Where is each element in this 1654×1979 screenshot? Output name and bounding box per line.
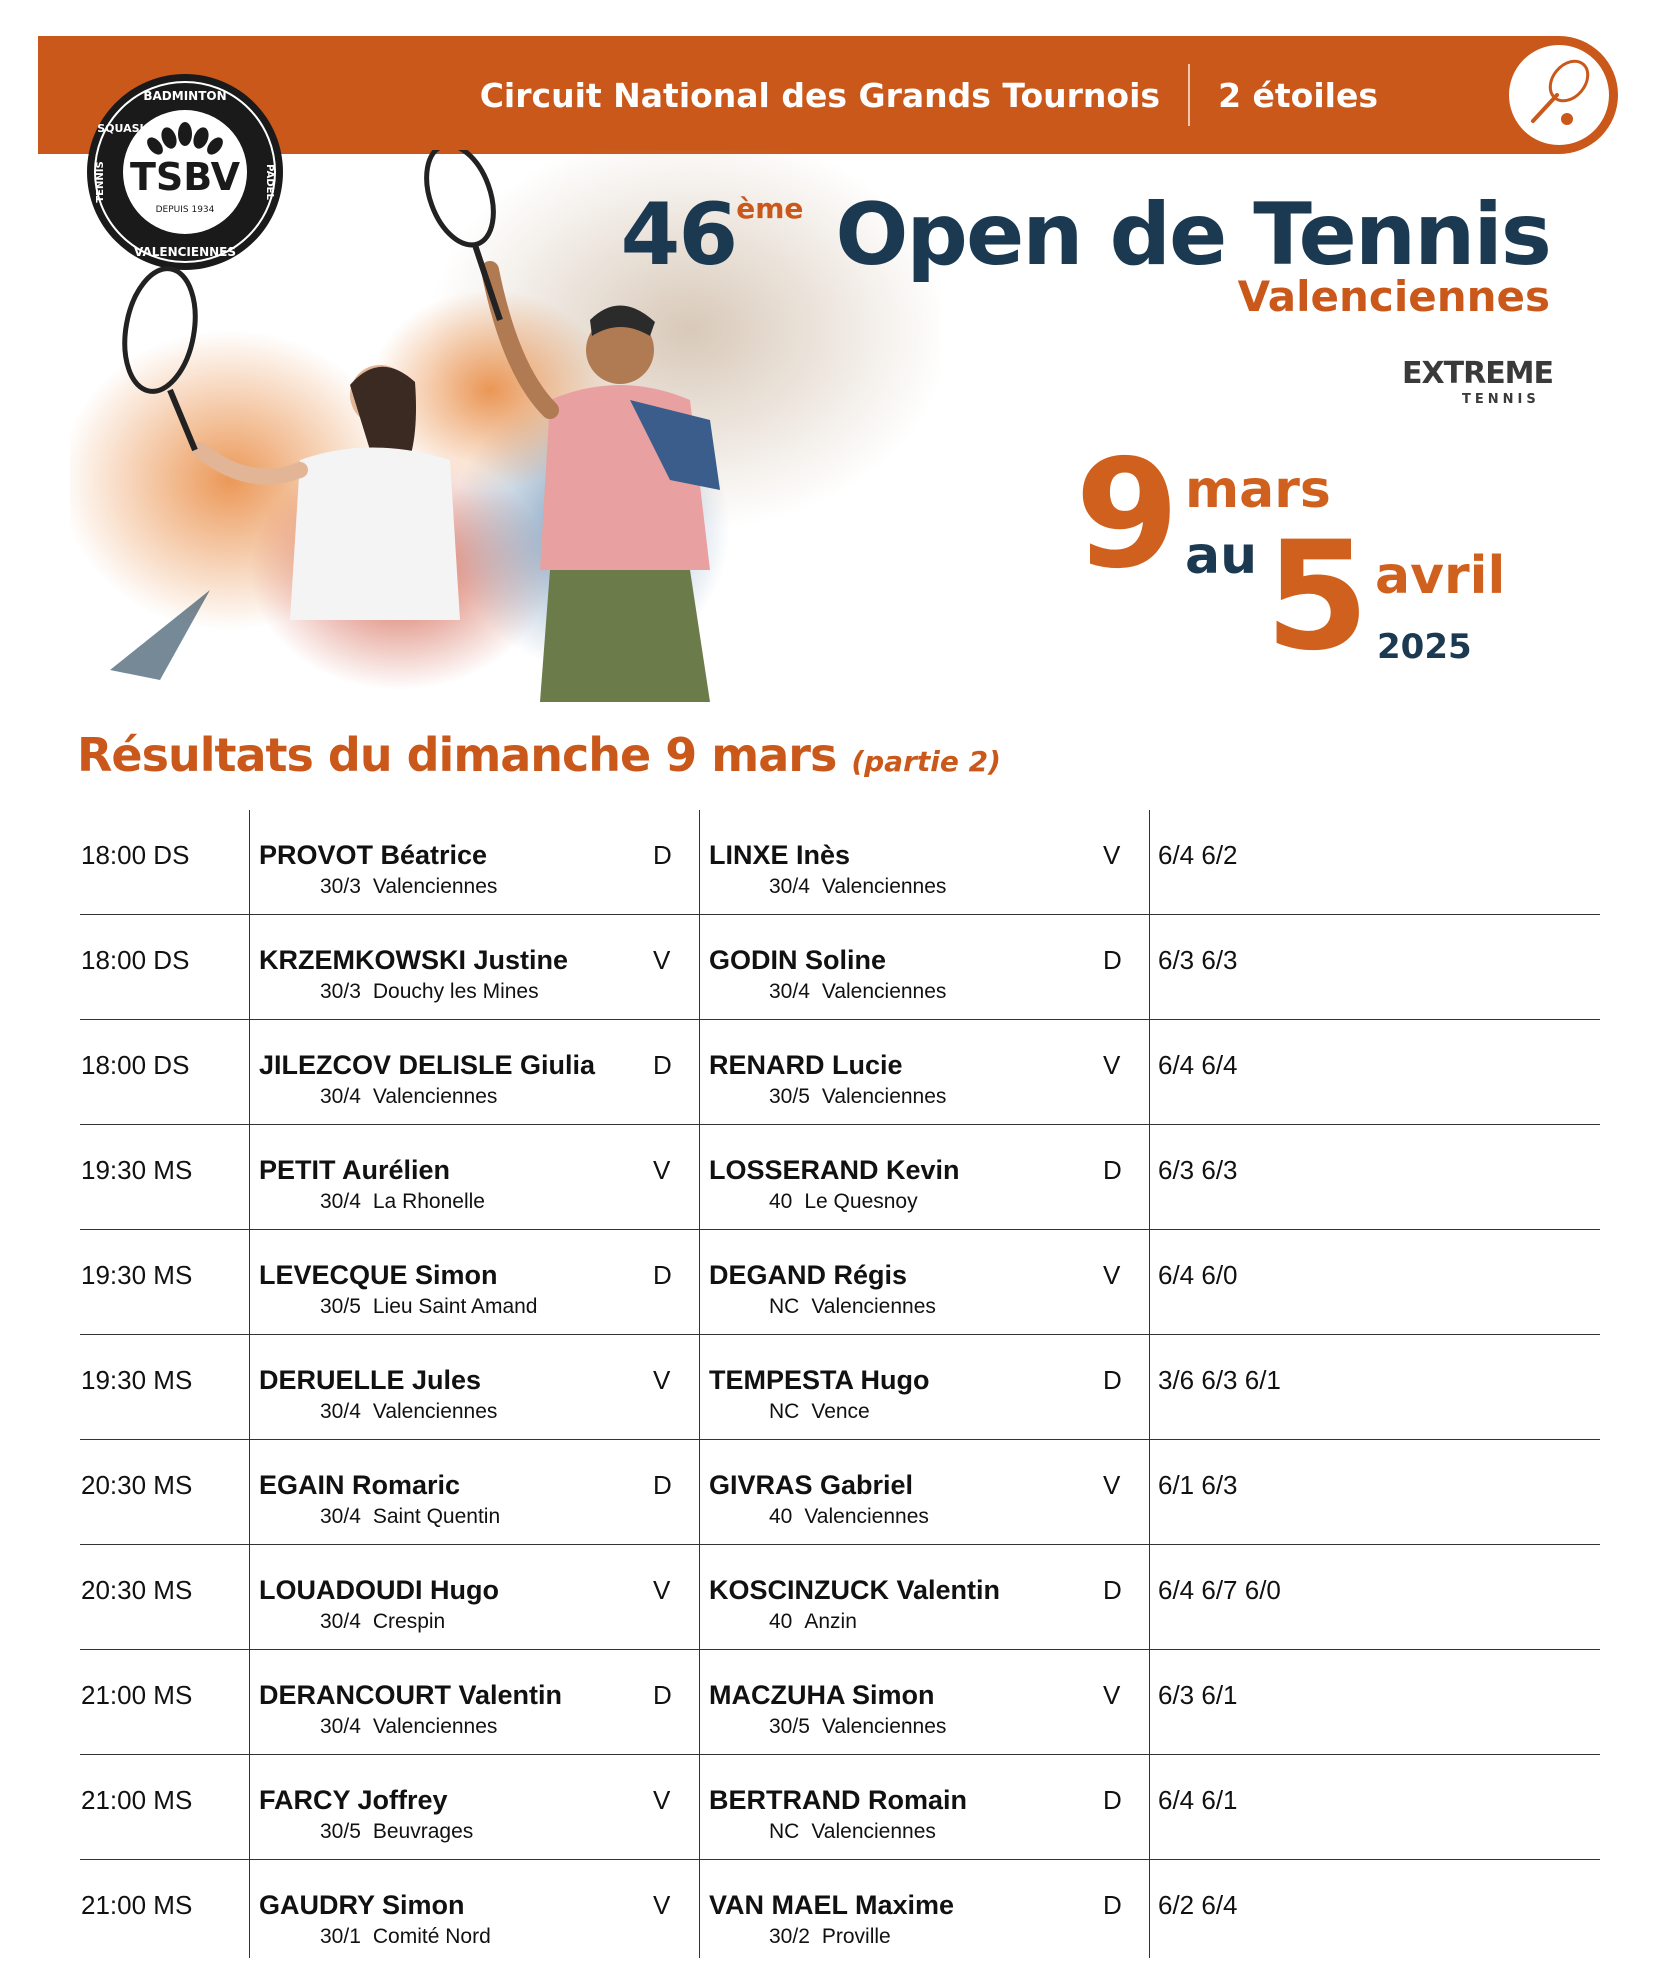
event-title-block	[620, 185, 1550, 321]
player2-result: D	[1103, 945, 1122, 975]
player2-club: Proville	[821, 1925, 891, 1948]
match-time: 18:00 DS	[81, 840, 190, 870]
banner-divider	[1188, 64, 1190, 126]
player2-name: LINXE Inès	[709, 840, 851, 870]
match-row	[80, 1860, 1600, 1964]
player1-club: Beuvrages	[372, 1820, 474, 1843]
match-score: 6/3 6/1	[1158, 1680, 1238, 1710]
player1-club: Valenciennes	[372, 1400, 498, 1423]
player1-club: Comité Nord	[372, 1925, 491, 1948]
player1-club: Valenciennes	[372, 875, 498, 898]
player1-info	[320, 1085, 497, 1109]
edition-suffix: ème	[736, 192, 804, 225]
player1-rank: 30/4	[320, 1085, 361, 1108]
player2-name: KOSCINZUCK Valentin	[709, 1575, 1001, 1605]
player2-name: DEGAND Régis	[709, 1260, 908, 1290]
player2-rank: 30/5	[769, 1085, 810, 1108]
svg-text:VALENCIENNES: VALENCIENNES	[133, 245, 237, 259]
section-title	[77, 728, 1001, 782]
player1-club: Valenciennes	[372, 1715, 498, 1738]
player2-rank: 40	[769, 1505, 793, 1528]
section-subtitle: (partie 2)	[851, 745, 1001, 778]
player1-result: V	[653, 1365, 671, 1395]
player1-name: LEVECQUE Simon	[259, 1260, 498, 1290]
match-row	[80, 1125, 1600, 1230]
player1-club: Crespin	[372, 1610, 446, 1633]
player1-result: V	[653, 1155, 671, 1185]
match-score: 6/2 6/4	[1158, 1890, 1238, 1920]
player2-club: Valenciennes	[821, 875, 947, 898]
player1-club: Valenciennes	[372, 1085, 498, 1108]
svg-text:TSBV: TSBV	[129, 155, 241, 199]
player2-result: D	[1103, 1155, 1122, 1185]
player1-info	[320, 1295, 538, 1319]
circuit-label: Circuit National des Grands Tournois	[479, 75, 1161, 115]
player1-name: PROVOT Béatrice	[259, 840, 488, 870]
section-title-text: Résultats du dimanche 9 mars	[77, 728, 837, 782]
player2-info	[769, 875, 946, 899]
player2-name: MACZUHA Simon	[709, 1680, 935, 1710]
player2-result: D	[1103, 1785, 1122, 1815]
player2-rank: NC	[769, 1820, 800, 1843]
match-time: 20:30 MS	[81, 1470, 193, 1500]
match-row	[80, 1335, 1600, 1440]
player1-rank: 30/4	[320, 1505, 361, 1528]
player2-rank: 30/5	[769, 1715, 810, 1738]
player1-info	[320, 875, 497, 899]
player1-rank: 30/4	[320, 1190, 361, 1213]
results-table	[80, 810, 1600, 1964]
player1-result: D	[653, 840, 672, 870]
player2-info	[769, 1925, 891, 1949]
match-time: 19:30 MS	[81, 1260, 193, 1290]
player1-info	[320, 1715, 497, 1739]
player1-info	[320, 1400, 497, 1424]
player1-result: V	[653, 1575, 671, 1605]
player2-result: D	[1103, 1365, 1122, 1395]
player2-result: V	[1103, 1050, 1121, 1080]
player2-name: VAN MAEL Maxime	[709, 1890, 955, 1920]
match-row	[80, 1230, 1600, 1335]
player1-rank: 30/4	[320, 1610, 361, 1633]
player2-rank: NC	[769, 1400, 800, 1423]
player2-club: Anzin	[804, 1610, 857, 1633]
player2-info	[769, 1295, 936, 1319]
event-name: Open de Tennis	[835, 185, 1550, 285]
player2-info	[769, 1715, 946, 1739]
player1-info	[320, 1190, 485, 1214]
edition-number: 46	[620, 185, 737, 285]
player1-rank: 30/3	[320, 980, 361, 1003]
svg-text:TENNIS: TENNIS	[95, 161, 106, 203]
match-row	[80, 810, 1600, 915]
player2-info	[769, 1190, 918, 1214]
tennis-racket-icon	[1509, 45, 1609, 145]
player2-name: RENARD Lucie	[709, 1050, 903, 1080]
match-time: 18:00 DS	[81, 1050, 190, 1080]
player1-info	[320, 1820, 473, 1844]
player1-club: Douchy les Mines	[372, 980, 539, 1003]
sponsor-sub: TENNIS	[1462, 392, 1540, 407]
start-day: 9	[1075, 428, 1174, 602]
match-time: 19:30 MS	[81, 1155, 193, 1185]
event-dates	[1075, 428, 1595, 684]
player1-result: D	[653, 1680, 672, 1710]
match-row	[80, 1755, 1600, 1860]
player1-rank: 30/1	[320, 1925, 361, 1948]
match-score: 6/4 6/0	[1158, 1260, 1238, 1290]
player2-club: Vence	[811, 1400, 870, 1423]
match-score: 6/4 6/1	[1158, 1785, 1238, 1815]
player1-name: GAUDRY Simon	[259, 1890, 465, 1920]
player2-result: V	[1103, 1260, 1121, 1290]
player2-club: Valenciennes	[811, 1820, 936, 1843]
svg-text:DEPUIS 1934: DEPUIS 1934	[155, 205, 215, 215]
player2-name: GODIN Soline	[709, 945, 887, 975]
player2-club: Le Quesnoy	[804, 1190, 918, 1213]
player2-rank: 30/2	[769, 1925, 810, 1948]
racket-badge	[1506, 42, 1612, 148]
player2-rank: NC	[769, 1295, 800, 1318]
player1-result: V	[653, 1785, 671, 1815]
player1-name: DERANCOURT Valentin	[259, 1680, 563, 1710]
player1-name: DERUELLE Jules	[259, 1365, 482, 1395]
player1-info	[320, 1610, 445, 1634]
player2-club: Valenciennes	[804, 1505, 929, 1528]
svg-text:PADEL: PADEL	[264, 164, 275, 200]
player2-result: D	[1103, 1575, 1122, 1605]
player2-club: Valenciennes	[821, 980, 947, 1003]
svg-text:BADMINTON: BADMINTON	[143, 89, 227, 103]
player1-rank: 30/4	[320, 1400, 361, 1423]
player2-club: Valenciennes	[821, 1715, 947, 1738]
player1-info	[320, 1505, 500, 1529]
match-time: 21:00 MS	[81, 1785, 193, 1815]
date-connector: au	[1185, 526, 1258, 586]
player2-rank: 30/4	[769, 875, 810, 898]
match-score: 6/4 6/2	[1158, 840, 1238, 870]
player2-result: V	[1103, 1680, 1121, 1710]
svg-text:SQUASH: SQUASH	[97, 122, 149, 135]
player2-rank: 30/4	[769, 980, 810, 1003]
match-score: 6/4 6/4	[1158, 1050, 1238, 1080]
player1-club: Saint Quentin	[372, 1505, 501, 1528]
player1-name: LOUADOUDI Hugo	[259, 1575, 499, 1605]
match-row	[80, 1440, 1600, 1545]
banner-text	[480, 36, 1378, 154]
player1-result: D	[653, 1470, 672, 1500]
match-score: 6/4 6/7 6/0	[1158, 1575, 1281, 1605]
player2-info	[769, 1400, 870, 1424]
player2-result: V	[1103, 840, 1121, 870]
end-month: avril	[1375, 546, 1506, 606]
player1-name: EGAIN Romaric	[259, 1470, 461, 1500]
event-city: Valenciennes	[1237, 272, 1550, 321]
match-score: 3/6 6/3 6/1	[1158, 1365, 1281, 1395]
match-score: 6/3 6/3	[1158, 1155, 1238, 1185]
match-row	[80, 1650, 1600, 1755]
player1-name: JILEZCOV DELISLE Giulia	[259, 1050, 596, 1080]
match-time: 19:30 MS	[81, 1365, 193, 1395]
player2-info	[769, 1085, 946, 1109]
player1-club: La Rhonelle	[372, 1190, 485, 1213]
player1-info	[320, 1925, 491, 1949]
player1-result: D	[653, 1050, 672, 1080]
match-score: 6/1 6/3	[1158, 1470, 1238, 1500]
match-row	[80, 915, 1600, 1020]
player2-info	[769, 1505, 929, 1529]
player1-result: D	[653, 1260, 672, 1290]
player2-club: Valenciennes	[811, 1295, 936, 1318]
player1-rank: 30/3	[320, 875, 361, 898]
player2-name: TEMPESTA Hugo	[709, 1365, 930, 1395]
player2-name: GIVRAS Gabriel	[709, 1470, 914, 1500]
player2-result: V	[1103, 1470, 1121, 1500]
match-time: 18:00 DS	[81, 945, 190, 975]
sponsor-logo	[1402, 356, 1552, 420]
player2-rank: 40	[769, 1190, 793, 1213]
player2-name: LOSSERAND Kevin	[709, 1155, 960, 1185]
player2-info	[769, 980, 946, 1004]
event-year: 2025	[1377, 627, 1472, 667]
player2-result: D	[1103, 1890, 1122, 1920]
player2-info	[769, 1610, 857, 1634]
match-time: 20:30 MS	[81, 1575, 193, 1605]
player1-rank: 30/4	[320, 1715, 361, 1738]
player1-result: V	[653, 1890, 671, 1920]
player1-result: V	[653, 945, 671, 975]
player1-name: PETIT Aurélien	[259, 1155, 451, 1185]
match-score: 6/3 6/3	[1158, 945, 1238, 975]
player1-name: KRZEMKOWSKI Justine	[259, 945, 569, 975]
player2-rank: 40	[769, 1610, 793, 1633]
player1-club: Lieu Saint Amand	[372, 1295, 538, 1318]
player2-club: Valenciennes	[821, 1085, 947, 1108]
end-day: 5	[1265, 510, 1370, 684]
player1-rank: 30/5	[320, 1820, 361, 1843]
player2-info	[769, 1820, 936, 1844]
match-time: 21:00 MS	[81, 1680, 193, 1710]
sponsor-word: EXTREME	[1402, 356, 1554, 391]
match-row	[80, 1545, 1600, 1650]
player1-info	[320, 980, 539, 1004]
player2-name: BERTRAND Romain	[709, 1785, 968, 1815]
event-title	[620, 185, 1550, 285]
match-time: 21:00 MS	[81, 1890, 193, 1920]
player1-rank: 30/5	[320, 1295, 361, 1318]
stars-label: 2 étoiles	[1218, 75, 1378, 115]
player1-name: FARCY Joffrey	[259, 1785, 448, 1815]
start-month: mars	[1185, 460, 1331, 520]
match-row	[80, 1020, 1600, 1125]
